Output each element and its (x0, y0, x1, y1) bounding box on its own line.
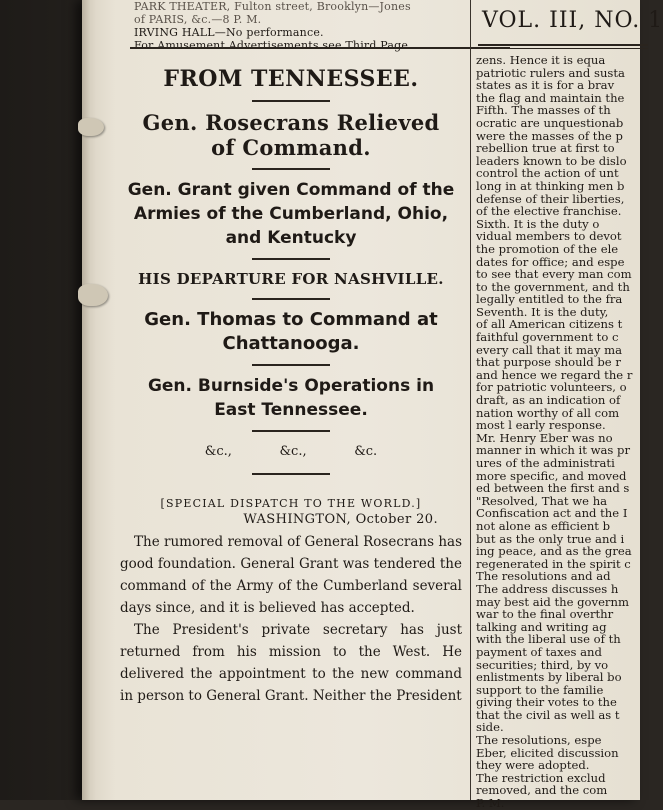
headline-line: Armies of the Cumberland, Ohio, (133, 204, 449, 224)
headline-line: Chattanooga. (222, 333, 360, 354)
column-text-line: ocratic are unquestionab (476, 115, 624, 130)
article-body (116, 531, 466, 707)
column-text-line: The resolutions and ad (476, 569, 611, 584)
masthead-rule (478, 48, 648, 49)
column-text-line: of the elective franchise. (476, 204, 622, 219)
column-text-line: not alone as efficient b (476, 518, 611, 533)
column-text-line: that the civil as well as t (476, 707, 620, 722)
header-rule (130, 47, 510, 49)
notice-line: IRVING HALL—No performance. (134, 26, 324, 39)
torn-edge (78, 284, 108, 306)
column-text-line: faithful government to c (476, 330, 619, 345)
column-text-line: enlistments by liberal bo (476, 670, 622, 685)
column-text-line: to see that every man com (476, 267, 632, 282)
headline-line: Gen. Grant given Command of the (127, 180, 455, 200)
column-text-line: control the action of unt (476, 166, 619, 181)
column-text-line: rebellion true at first to (476, 141, 615, 156)
column-text-line: manner in which it was pr (476, 443, 631, 458)
column-text-line: states as it is for a brav (476, 78, 615, 93)
headline-divider (252, 298, 330, 300)
etc-mark: &c. (354, 444, 378, 459)
column-text-line: leaders known to be dislo (476, 153, 627, 168)
headline-divider (252, 473, 330, 475)
column-text-line: most l early response. (476, 418, 606, 433)
column-text-line: they were adopted. (476, 758, 590, 773)
headline-line: East Tennessee. (214, 400, 368, 420)
column-text-line: ures of the administrati (476, 456, 615, 470)
column-text-line: The restriction exclud (476, 770, 606, 785)
column-text-line: ed between the first and s (476, 481, 630, 496)
torn-edge (78, 118, 104, 136)
adjacent-column (476, 54, 656, 810)
column-text-line: nation worthy of all com (476, 405, 620, 420)
lead-article-column (116, 56, 466, 707)
column-text-line: side. (476, 720, 504, 735)
column-text-line: vidual members to devot (476, 229, 622, 244)
column-text-line: removed, and the com (476, 783, 608, 798)
column-text-line: but as the only true and i (476, 531, 625, 546)
newspaper-page (82, 0, 663, 810)
amusement-notices (134, 0, 514, 52)
headline-line: Gen. Rosecrans Relieved (142, 110, 440, 135)
column-text-line: war to the final overthr (476, 607, 614, 622)
column-text-line: zens. Hence it is equa (476, 53, 606, 67)
masthead-volume: VOL. III, NO. 1 (482, 8, 663, 33)
column-text-line: Seventh. It is the duty, (476, 304, 609, 319)
headline-line: and Kentucky (225, 228, 357, 248)
column-text-line: the flag and maintain the (476, 90, 625, 105)
column-text-line: draft, as an indication of (476, 393, 621, 408)
article-paragraph: The President's private secretary has just returned from his mission to the West. He delivered the appointment to the new command in person to General Grant. Neither the President (120, 622, 462, 704)
headline-nashville: HIS DEPARTURE FOR NASHVILLE. (138, 270, 444, 288)
column-text-line: Mr. Henry Eber was no (476, 430, 613, 445)
column-text-line: long in at thinking men b (476, 178, 625, 193)
special-dispatch-label: [SPECIAL DISPATCH TO THE WORLD.] (160, 497, 422, 510)
column-text-line: payment of taxes and (476, 644, 602, 659)
column-text-line: support to the familie (476, 682, 604, 697)
dateline: WASHINGTON, October 20. (243, 512, 438, 527)
column-text-line: regenerated in the spirit c (476, 556, 631, 571)
article-paragraph: The rumored removal of General Rosecrans has good foundation. General Grant was tendered the command of the Army of the Cumberland several days since, and it is believed has accepted. (120, 534, 462, 616)
column-text-line: giving their votes to the (476, 695, 617, 710)
column-text-line: may best aid the governm (476, 594, 629, 609)
headline-divider (252, 430, 330, 432)
column-text-line: Sixth. It is the duty o (476, 216, 600, 231)
column-text-line: legally entitled to the fra (476, 292, 623, 307)
etcetera-line (181, 444, 401, 459)
headline-line: of Command. (211, 135, 371, 160)
column-text-line: talking and writing ag (476, 619, 607, 634)
headline-line: Gen. Thomas to Command at (144, 309, 438, 330)
column-text-line: with the liberal use of th (476, 632, 621, 647)
column-text-line: Eber, elicited discussion (476, 745, 619, 760)
column-text-line: to the government, and th (476, 279, 630, 294)
headline-divider (252, 168, 330, 170)
notice-line: For Amusement Advertisements see Third Page. (134, 39, 412, 52)
column-text-line: defense of their liberties, (476, 191, 625, 206)
column-text-line: that purpose should be r (476, 355, 621, 370)
headline-grant (116, 178, 466, 250)
column-text-line: The address discusses h (476, 581, 619, 596)
column-text-line: for patriotic volunteers, o (476, 380, 627, 395)
column-text-line: Fifth. The masses of th (476, 103, 611, 118)
headline-divider (252, 258, 330, 260)
column-text-line: dates for office; and espe (476, 254, 625, 269)
column-text-line: Confiscation act and the I (476, 506, 628, 521)
notice-line: PARK THEATER, Fulton street, Brooklyn—Jones (134, 0, 411, 13)
headline-divider (252, 100, 330, 102)
column-text-line: patriotic rulers and susta (476, 65, 625, 80)
column-text-line: of all American citizens t (476, 317, 623, 332)
headline-divider (252, 364, 330, 366)
etc-mark: &c., (204, 444, 232, 459)
notice-line: of PARIS, &c.—8 P. M. (134, 13, 262, 26)
headline-burnside (116, 374, 466, 422)
column-text-line: and hence we regard the r (476, 367, 633, 382)
column-rule (470, 0, 471, 800)
column-text-line: were the masses of the p (476, 128, 623, 143)
etc-mark: &c., (279, 444, 307, 459)
column-text-line: every call that it may ma (476, 342, 623, 357)
column-text-line: The resolutions, espe (476, 733, 602, 748)
headline-line: Gen. Burnside's Operations in (147, 376, 435, 396)
column-text-line: the promotion of the ele (476, 241, 619, 256)
headline-thomas (116, 308, 466, 356)
column-text-line: more specific, and moved (476, 468, 627, 483)
column-text-line: "Resolved, That we ha (476, 493, 608, 508)
section-headline: FROM TENNESSEE. (163, 66, 419, 92)
masthead-rule (478, 44, 648, 46)
column-text-line: P. M. (476, 796, 505, 810)
column-text-line: ing peace, and as the grea (476, 544, 632, 559)
column-text-line: securities; third, by vo (476, 657, 609, 672)
headline-rosecrans (116, 110, 466, 160)
